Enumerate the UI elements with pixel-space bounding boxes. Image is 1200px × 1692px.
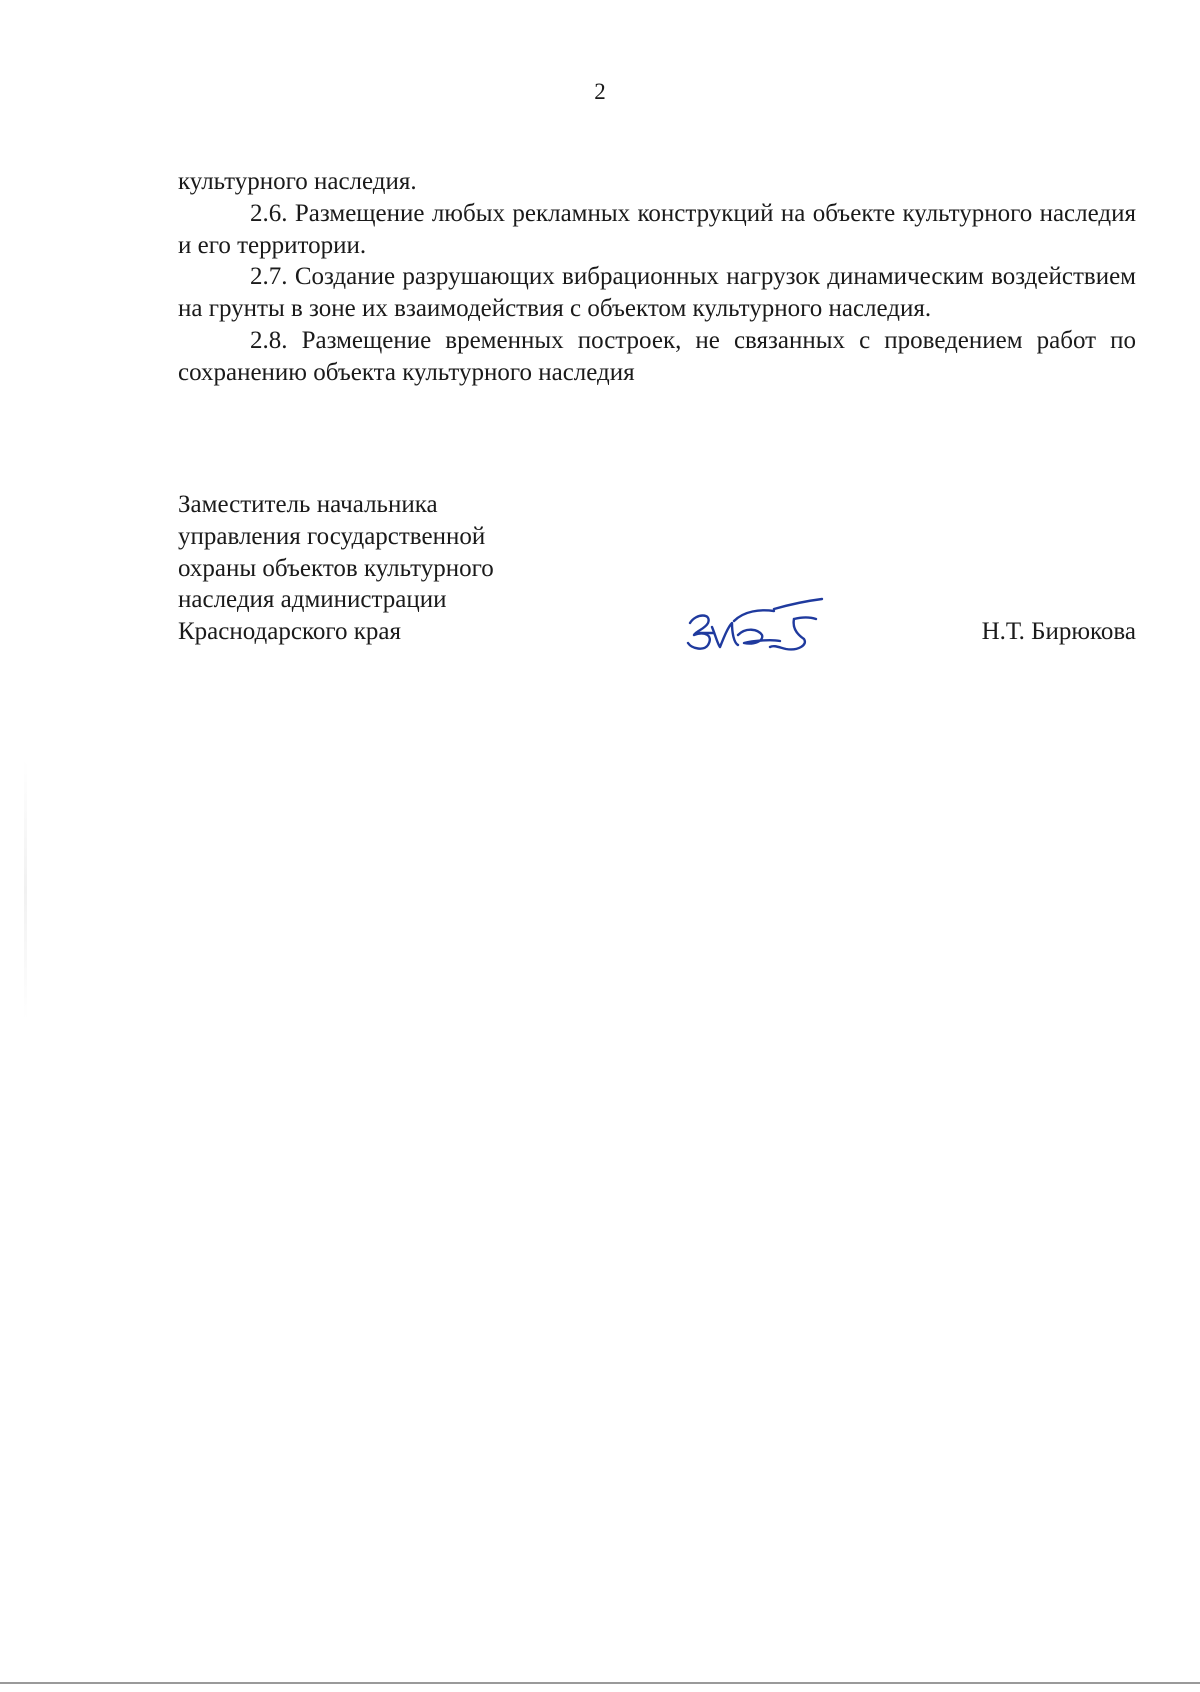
signer-position-line: охраны объектов культурного	[178, 554, 494, 582]
scan-edge-shade	[24, 760, 27, 1020]
scan-bottom-edge	[0, 1682, 1200, 1684]
signer-position-line: управления государственной	[178, 522, 486, 550]
handwritten-signature	[678, 589, 828, 659]
signer-position-line: Заместитель начальника	[178, 491, 438, 518]
page-number: 2	[594, 79, 606, 104]
signer-name: Н.Т. Бирюкова	[981, 618, 1136, 645]
signature-block	[178, 489, 1136, 648]
document-body	[178, 166, 1136, 389]
paragraph-2-7: 2.7. Создание разрушающих вибрационных нагрузок динамическим воздействием на грунты в зоне их взаимодействия с объектом культурного наследия.	[178, 263, 1136, 323]
paragraph-2-8: 2.8. Размещение временных построек, не связанных с проведением работ по сохранению объекта культурного наследия	[178, 326, 1136, 386]
signer-position-line: наследия администрации	[178, 586, 447, 614]
paragraph-continuation: культурного наследия.	[178, 168, 417, 195]
paragraph-2-6: 2.6. Размещение любых рекламных конструкций на объекте культурного наследия и его территории.	[178, 199, 1136, 259]
signer-position-line: Краснодарского края	[178, 618, 401, 646]
